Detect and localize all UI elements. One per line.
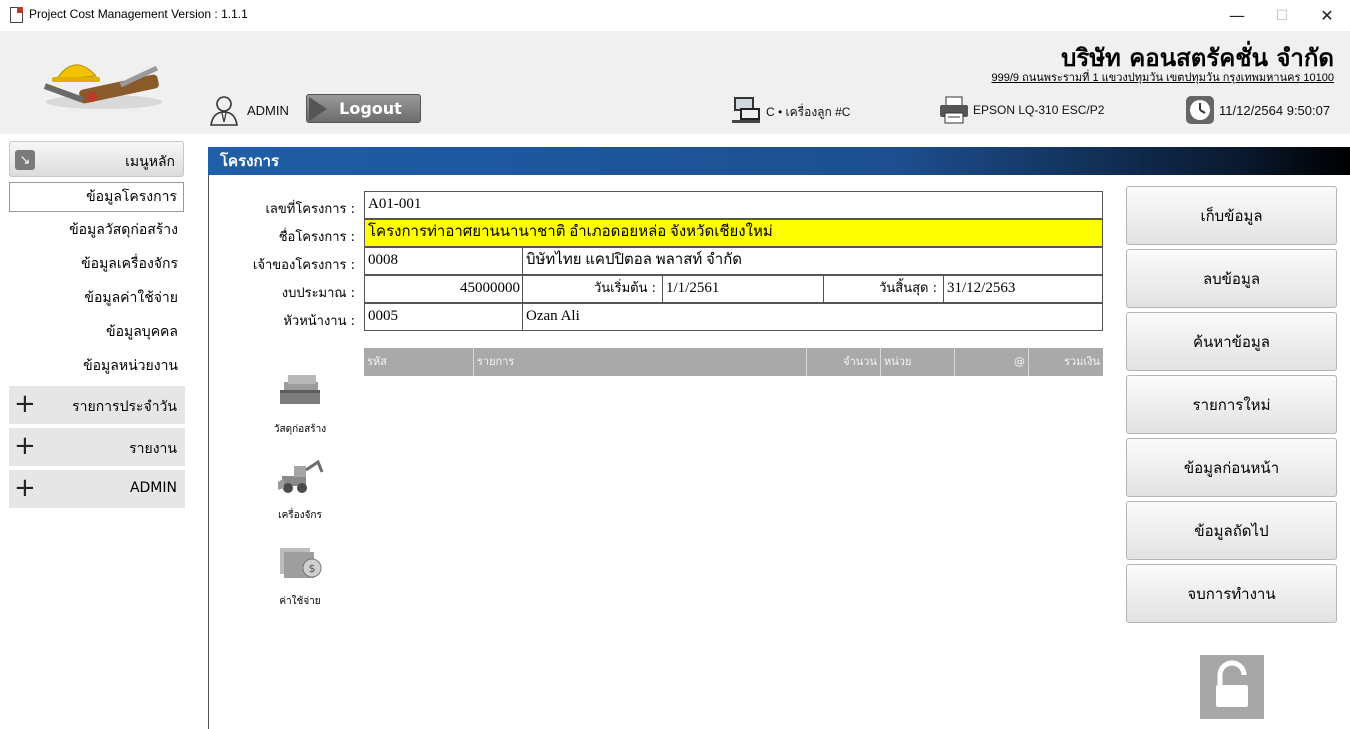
unlock-icon <box>1200 655 1264 719</box>
project-no-label: เลขที่โครงการ : <box>265 202 355 217</box>
sidebar-item-machinery[interactable]: ข้อมูลเครื่องจักร <box>81 256 178 272</box>
project-no-field[interactable]: A01-001 <box>364 191 1103 219</box>
app-icon <box>10 7 23 23</box>
construction-logo <box>34 52 168 112</box>
grid-col-item[interactable]: รายการ <box>474 348 807 376</box>
computer-icon <box>731 96 763 124</box>
leader-label: หัวหน้างาน : <box>283 314 355 329</box>
arrow-right-icon <box>309 97 327 121</box>
grid-col-qty[interactable]: จำนวน <box>807 348 881 376</box>
printer-name: EPSON LQ-310 ESC/P2 <box>973 103 1105 117</box>
start-date-label: วันเริ่มต้น : <box>522 275 663 303</box>
clock-icon <box>1185 95 1215 125</box>
grid-col-code[interactable]: รหัส <box>364 348 474 376</box>
machinery-icon <box>276 456 324 496</box>
materials-icon <box>276 370 324 410</box>
sidebar-item-project[interactable]: ข้อมูลโครงการ <box>9 182 184 212</box>
sidebar-group-admin[interactable] <box>9 470 185 508</box>
delete-button[interactable]: ลบข้อมูล <box>1126 249 1337 308</box>
machinery-tool[interactable] <box>260 456 340 526</box>
sidebar-group-reports[interactable] <box>9 428 185 466</box>
grid-col-unit[interactable]: หน่วย <box>881 348 955 376</box>
sidebar-group-daily[interactable] <box>9 386 185 424</box>
sidebar-item-persons[interactable]: ข้อมูลบุคคล <box>106 324 178 340</box>
expenses-tool-label: ค่าใช้จ่าย <box>279 596 321 607</box>
title-bar <box>0 0 1350 31</box>
arrow-down-right-icon: ↘ <box>15 150 35 170</box>
logout-label: Logout <box>339 99 402 118</box>
sidebar-item-materials[interactable]: ข้อมูลวัสดุก่อสร้าง <box>69 222 178 238</box>
search-button[interactable]: ค้นหาข้อมูล <box>1126 312 1337 371</box>
user-name: ADMIN <box>247 103 289 118</box>
items-grid-body[interactable] <box>364 376 1103 676</box>
unlock-button[interactable] <box>1200 655 1264 719</box>
expenses-tool[interactable] <box>260 542 340 612</box>
previous-record-button[interactable]: ข้อมูลก่อนหน้า <box>1126 438 1337 497</box>
computer-name: C • เครื่องลูก #C <box>766 105 851 119</box>
sidebar-group-label: รายงาน <box>129 441 177 457</box>
grid-col-price[interactable]: @ <box>955 348 1029 376</box>
plus-icon: + <box>14 431 36 461</box>
materials-tool[interactable] <box>260 370 340 440</box>
leader-name-field: Ozan Ali <box>522 303 1103 331</box>
user-icon <box>208 94 240 126</box>
panel-title: โครงการ <box>208 147 1350 175</box>
minimize-button[interactable]: — <box>1229 6 1245 25</box>
company-address: 999/9 ถนนพระรามที่ 1 แขวงปทุมวัน เขตปทุมวัน กรุงเทพมหานคร 10100 <box>991 72 1334 84</box>
current-datetime: 11/12/2564 9:50:07 <box>1219 103 1331 118</box>
project-name-label: ชื่อโครงการ : <box>278 230 355 245</box>
budget-label: งบประมาณ : <box>281 286 355 301</box>
leader-code-field[interactable]: 0005 <box>364 303 523 331</box>
plus-icon: + <box>14 473 36 503</box>
owner-name-field: บิษัทไทย แคปปิตอล พลาสท์ จำกัด <box>522 247 1103 275</box>
grid-col-total[interactable]: รวมเงิน <box>1064 355 1100 368</box>
start-date-field[interactable]: 1/1/2561 <box>662 275 824 303</box>
printer-icon <box>938 96 970 124</box>
exit-button[interactable]: จบการทำงาน <box>1126 564 1337 623</box>
owner-code-field[interactable]: 0008 <box>364 247 523 275</box>
main-menu-button[interactable] <box>9 141 184 177</box>
owner-label: เจ้าของโครงการ : <box>252 258 355 273</box>
logout-button[interactable] <box>306 94 421 123</box>
next-record-button[interactable]: ข้อมูลถัดไป <box>1126 501 1337 560</box>
sidebar-item-expenses[interactable]: ข้อมูลค่าใช้จ่าย <box>84 290 178 306</box>
items-grid-header <box>364 348 1103 376</box>
sidebar-item-departments[interactable]: ข้อมูลหน่วยงาน <box>83 358 178 374</box>
sidebar-group-label: รายการประจำวัน <box>72 399 177 415</box>
end-date-field[interactable]: 31/12/2563 <box>943 275 1103 303</box>
expenses-icon <box>276 542 324 582</box>
svg-text:$: $ <box>308 562 316 575</box>
main-menu-label: เมนูหลัก <box>125 154 175 170</box>
project-name-field[interactable]: โครงการท่าอาศยานนานาชาติ อำเภอดอยหล่อ จังหวัดเชียงใหม่ <box>364 219 1103 247</box>
plus-icon: + <box>14 389 36 419</box>
machinery-tool-label: เครื่องจักร <box>278 510 322 521</box>
end-date-label: วันสิ้นสุด : <box>823 275 944 303</box>
budget-field[interactable]: 45000000 <box>364 275 523 303</box>
company-name: บริษัท คอนสตรัคชั่น จำกัด <box>1061 44 1334 72</box>
save-button[interactable]: เก็บข้อมูล <box>1126 186 1337 245</box>
maximize-button[interactable]: ☐ <box>1275 7 1289 24</box>
window-title: Project Cost Management Version : 1.1.1 <box>29 7 248 21</box>
materials-tool-label: วัสดุก่อสร้าง <box>273 424 327 435</box>
sidebar-group-label: ADMIN <box>129 480 177 496</box>
new-record-button[interactable]: รายการใหม่ <box>1126 375 1337 434</box>
close-button[interactable]: ✕ <box>1320 6 1334 25</box>
